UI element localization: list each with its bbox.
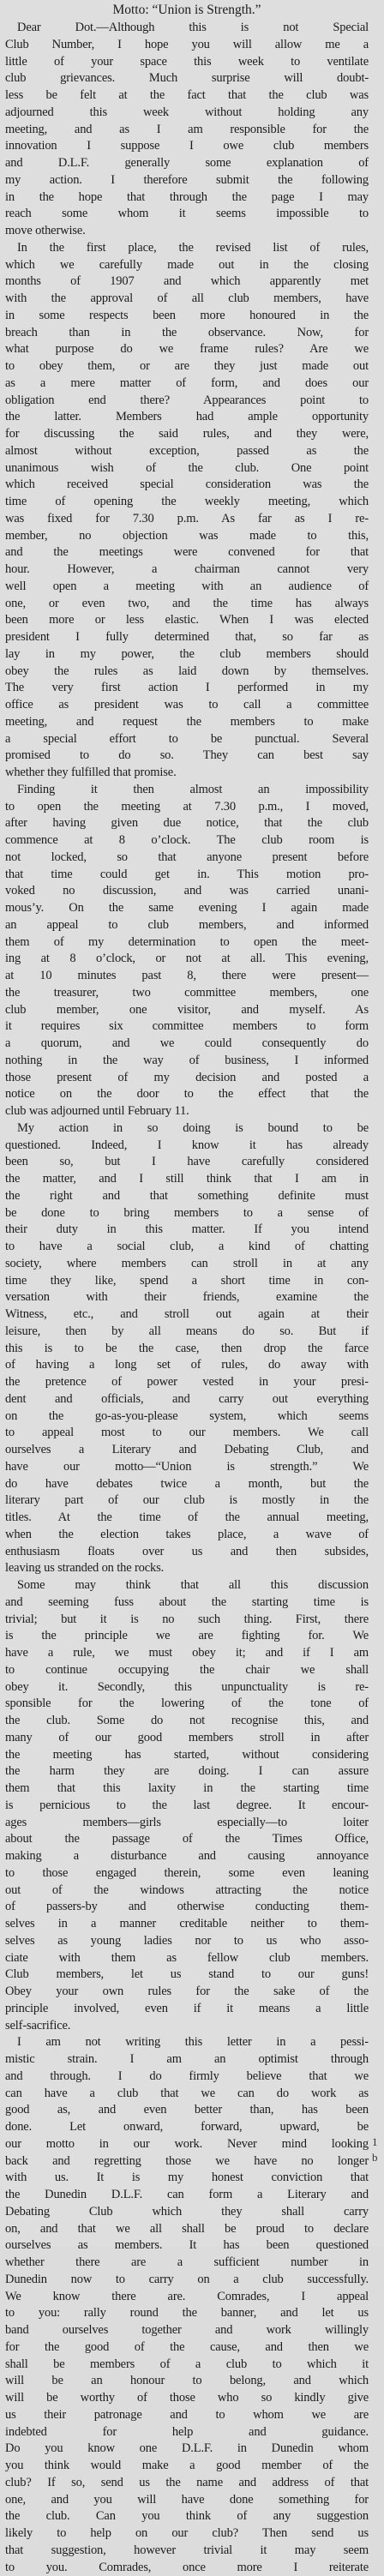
text-line: can have a club that we can do work as bbox=[5, 2086, 369, 2103]
text-line: the pretence of power vested in your presi- bbox=[5, 1374, 369, 1391]
text-line: on, and that we all shall be proud to declare bbox=[5, 2221, 369, 2238]
text-line: good as, and even better than, has been bbox=[5, 2102, 369, 2119]
text-line: mistic strain. I am an optimist through bbox=[5, 2051, 369, 2069]
text-line: and D.L.F. generally some explanation of bbox=[5, 155, 369, 172]
text-line: Club members, let us stand to our guns! bbox=[5, 1967, 369, 1984]
text-line: out of the windows attracting the notice bbox=[5, 1882, 369, 1900]
text-line: whether there are a sufficient number in bbox=[5, 2255, 369, 2272]
text-line: in some respects been more honoured in the bbox=[5, 308, 369, 325]
text-line: for the good of the cause, and then we bbox=[5, 2339, 369, 2357]
text-line: us their patronage and to whom we are bbox=[5, 2407, 369, 2424]
text-line: our motto in our work. Never mind looking bbox=[5, 2136, 369, 2153]
text-line: principle involved, even if it means a little bbox=[5, 2001, 369, 2018]
text-line: breach than in the observance. Now, for bbox=[5, 325, 369, 342]
text-line: Club Number, I hope you will allow me a bbox=[5, 37, 369, 54]
text-line: almost without exception, passed as the bbox=[5, 443, 369, 460]
text-line: them that this laxity in the starting time bbox=[5, 1780, 369, 1798]
text-line: have a rule, we must obey it; and if I am bbox=[5, 1645, 369, 1662]
text-line: commence at 8 o’clock. The club room is bbox=[5, 832, 369, 850]
text-line: have our motto—“Union is strength.” We bbox=[5, 1459, 369, 1476]
text-line: to appeal most to our members. We call bbox=[5, 1425, 369, 1442]
text-line: indebted for help and guidance. bbox=[5, 2424, 369, 2441]
text-line: the latter. Members had ample opportunity bbox=[5, 409, 369, 426]
text-line: In the first place, the revised list of rules, bbox=[5, 240, 369, 257]
text-line: leaving us stranded on the rocks. bbox=[5, 1560, 369, 1577]
text-line: is pernicious to the last degree. It encour- bbox=[5, 1798, 369, 1815]
text-line: and the meetings were convened for that bbox=[5, 544, 369, 561]
text-line: Obey your own rules for the sake of the bbox=[5, 1984, 369, 2001]
text-line: well open a meeting with an audience of bbox=[5, 579, 369, 596]
text-line: you think would make a good member of the bbox=[5, 2458, 369, 2475]
text-line: when the election takes place, a wave of bbox=[5, 1527, 369, 1544]
text-line: a quorum, and we could consequently do bbox=[5, 1036, 369, 1053]
text-line: what purpose do we frame rules? Are we bbox=[5, 341, 369, 358]
text-line: and seeming fuss about the starting time is bbox=[5, 1594, 369, 1612]
letter-column bbox=[5, 2, 369, 2576]
text-line: that suggestion, however trivial it may seem bbox=[5, 2543, 369, 2560]
text-line: will be an honour to belong, and which bbox=[5, 2373, 369, 2390]
text-line: whether they fulfilled that promise. bbox=[5, 765, 369, 782]
text-line: Witness, etc., and stroll out again at their bbox=[5, 1306, 369, 1324]
text-line: meeting, and as I am responsible for the bbox=[5, 122, 369, 139]
text-line: will be worthy of those who so kindly give bbox=[5, 2390, 369, 2407]
text-line: Finding it then almost an impossibility bbox=[5, 782, 369, 799]
text-line: making a disturbance and causing annoyance bbox=[5, 1848, 369, 1865]
text-line: obey the rules as laid down by themselves. bbox=[5, 664, 369, 681]
text-line: promised to do so. They can best say bbox=[5, 748, 369, 765]
text-line: The very first action I performed in my bbox=[5, 680, 369, 697]
text-line: dent and officials, and carry out everything bbox=[5, 1391, 369, 1408]
text-line: one, and you will have done something for bbox=[5, 2492, 369, 2509]
text-line: with us. It is my honest conviction that bbox=[5, 2170, 369, 2187]
text-line: band ourselves together and work willingly bbox=[5, 2322, 369, 2339]
text-line: this is to be the case, then drop the farce bbox=[5, 1341, 369, 1358]
text-line: Debating Club which they shall carry bbox=[5, 2204, 369, 2221]
text-line: after having given due notice, that the club bbox=[5, 815, 369, 832]
text-line: back and regretting those we have no longer bbox=[5, 2153, 369, 2171]
text-line: less be felt at the fact that the club was bbox=[5, 87, 369, 105]
text-line: notice on the door to the effect that the bbox=[5, 1086, 369, 1103]
text-line: my action. I therefore submit the following bbox=[5, 172, 369, 189]
text-line: the treasurer, two committee members, one bbox=[5, 985, 369, 1002]
text-line: hour. However, a chairman cannot very bbox=[5, 561, 369, 579]
text-line: which we carefully made out in the closing bbox=[5, 257, 369, 274]
text-line: My action in so doing is bound to be bbox=[5, 1120, 369, 1138]
text-line: unanimous wish of the club. One point bbox=[5, 460, 369, 477]
text-line: nothing in the way of business, I informed bbox=[5, 1053, 369, 1070]
text-line: which received special consideration was the bbox=[5, 477, 369, 494]
text-line: member, no objection was made to this, bbox=[5, 528, 369, 545]
text-line: selves in a manner creditable neither to them- bbox=[5, 1916, 369, 1933]
text-line: done. Let onward, forward, upward, be bbox=[5, 2119, 369, 2136]
text-line: club? If so, send us the name and address of that bbox=[5, 2475, 369, 2492]
text-line: I am not writing this letter in a pessi- bbox=[5, 2034, 369, 2051]
text-line: obligation end there? Appearances point to bbox=[5, 393, 369, 410]
text-line: the club. Can you think of any suggestion bbox=[5, 2508, 369, 2525]
text-line: mous’y. On the same evening I again made bbox=[5, 900, 369, 917]
text-line: to continue occupying the chair we shall bbox=[5, 1662, 369, 1679]
text-line: was fixed for 7.30 p.m. As far as I re- bbox=[5, 511, 369, 528]
text-line: an appeal to club members, and informed bbox=[5, 917, 369, 934]
text-line: one, or even two, and the time has always bbox=[5, 596, 369, 613]
text-line: sponsible for the lowering of the tone of bbox=[5, 1696, 369, 1713]
text-line: little of your space this week to ventilate bbox=[5, 54, 369, 71]
text-line: club member, one visitor, and myself. As bbox=[5, 1002, 369, 1019]
text-line: versation with their friends, examine the bbox=[5, 1289, 369, 1306]
text-line: ciate with them as fellow club members. bbox=[5, 1950, 369, 1967]
text-line: enthusiasm floats over us and then subsides, bbox=[5, 1544, 369, 1561]
text-line: We know there are. Comrades, I appeal bbox=[5, 2289, 369, 2306]
text-line: ourselves a Literary and Debating Club, and bbox=[5, 1442, 369, 1459]
text-line: of passers-by and otherwise conducting them- bbox=[5, 1899, 369, 1916]
text-line: with the approval of all club members, have bbox=[5, 291, 369, 308]
text-line: months of 1907 and which apparently met bbox=[5, 273, 369, 291]
text-line: club was adjourned until February 11. bbox=[5, 1103, 369, 1120]
text-line: Dunedin now to carry on a club successfully. bbox=[5, 2272, 369, 2289]
text-line: ages members—girls especially—to loiter bbox=[5, 1815, 369, 1832]
text-line: shall be members of a club to which it bbox=[5, 2357, 369, 2374]
text-line: society, where members can stroll in at any bbox=[5, 1256, 369, 1273]
text-line: adjourned this week without holding any bbox=[5, 105, 369, 122]
text-line: the club. Some do not recognise this, and bbox=[5, 1713, 369, 1730]
text-line: and through. I do firmly believe that we bbox=[5, 2069, 369, 2086]
text-line: them of my determination to open the meet- bbox=[5, 934, 369, 952]
text-line: time they like, spend a short time in con- bbox=[5, 1273, 369, 1290]
letter-body bbox=[5, 20, 369, 2576]
text-line: of having a long set of rules, do away with bbox=[5, 1357, 369, 1374]
text-line: reach some whom it seems impossible to bbox=[5, 206, 369, 223]
text-line: innovation I suppose I owe club members bbox=[5, 138, 369, 155]
text-line: their duty in this matter. If you intend bbox=[5, 1222, 369, 1239]
text-line: been more or less elastic. When I was elected bbox=[5, 612, 369, 629]
text-line: that time could get in. This motion pro- bbox=[5, 867, 369, 884]
text-line: self-sacrifice. bbox=[5, 2018, 369, 2035]
text-line: obey it. Secondly, this unpunctuality is re- bbox=[5, 1679, 369, 1696]
motto-heading: Motto: “Union is Strength.” bbox=[5, 2, 369, 18]
text-line: titles. At the time of the annual meeting, bbox=[5, 1510, 369, 1527]
text-line: meeting, and request the members to make bbox=[5, 714, 369, 731]
text-line: time of opening the weekly meeting, which bbox=[5, 494, 369, 511]
text-line: the right and that something definite must bbox=[5, 1188, 369, 1205]
text-line: trivial; but it is no such thing. First, there bbox=[5, 1612, 369, 1629]
text-line: a special effort to be punctual. Several bbox=[5, 731, 369, 748]
text-line: the Dunedin D.L.F. can form a Literary and bbox=[5, 2187, 369, 2204]
text-line: on the go-as-you-please system, which seems bbox=[5, 1408, 369, 1426]
margin-fragment: 1 bbox=[372, 2135, 382, 2150]
text-line: the meeting has started, without considering bbox=[5, 1747, 369, 1764]
text-line: to you. Comrades, once more I reiterate bbox=[5, 2560, 369, 2576]
text-line: likely to help on our club? Then send us bbox=[5, 2525, 369, 2543]
text-line: questioned. Indeed, I know it has already bbox=[5, 1138, 369, 1155]
text-line: voked no discussion, and was carried unani- bbox=[5, 883, 369, 900]
text-line: selves as young ladies nor to us who asso- bbox=[5, 1933, 369, 1950]
text-line: Some may think that all this discussion bbox=[5, 1577, 369, 1594]
text-line: those present of my decision and posted a bbox=[5, 1070, 369, 1087]
text-line: the harm they are doing. I can assure bbox=[5, 1763, 369, 1780]
text-line: as a mere matter of form, and does our bbox=[5, 375, 369, 393]
text-line: many of our good members stroll in after bbox=[5, 1730, 369, 1747]
text-line: not locked, so that anyone present before bbox=[5, 850, 369, 867]
text-line: be done to bring members to a sense of bbox=[5, 1205, 369, 1222]
text-line: ing at 8 o’clock, or not at all. This evening, bbox=[5, 951, 369, 968]
margin-fragment: b bbox=[372, 2150, 382, 2165]
text-line: to open the meeting at 7.30 p.m., I moved, bbox=[5, 799, 369, 816]
text-line: for discussing the said rules, and they were, bbox=[5, 426, 369, 443]
text-line: is the principle we are fighting for. We bbox=[5, 1628, 369, 1645]
text-line: to have a social club, a kind of chatting bbox=[5, 1239, 369, 1256]
text-line: in the hope that through the page I may bbox=[5, 189, 369, 207]
text-line: been so, but I have carefully considered bbox=[5, 1154, 369, 1171]
text-line: move otherwise. bbox=[5, 223, 369, 240]
text-line: to those engaged therein, some even leaning bbox=[5, 1865, 369, 1882]
text-line: it requires six committee members to form bbox=[5, 1018, 369, 1036]
text-line: Dear Dot.—Although this is not Special bbox=[5, 20, 369, 37]
text-line: to you: rally round the banner, and let us bbox=[5, 2305, 369, 2322]
text-line: leisure, then by all means do so. But if bbox=[5, 1324, 369, 1341]
text-line: do have debates twice a month, but the bbox=[5, 1476, 369, 1493]
text-line: club grievances. Much surprise will doubt- bbox=[5, 70, 369, 87]
text-line: president I fully determined that, so far as bbox=[5, 629, 369, 646]
text-line: Do you know one D.L.F. in Dunedin whom bbox=[5, 2441, 369, 2458]
text-line: to obey them, or are they just made out bbox=[5, 358, 369, 375]
text-line: the matter, and I still think that I am in bbox=[5, 1171, 369, 1188]
text-line: at 10 minutes past 8, there were present— bbox=[5, 968, 369, 985]
text-line: about the passage of the Times Office, bbox=[5, 1831, 369, 1848]
text-line: ourselves as members. It has been questioned bbox=[5, 2237, 369, 2255]
text-line: office as president was to call a committee bbox=[5, 697, 369, 714]
text-line: literary part of our club is mostly in the bbox=[5, 1492, 369, 1510]
text-line: lay in my power, the club members should bbox=[5, 646, 369, 664]
